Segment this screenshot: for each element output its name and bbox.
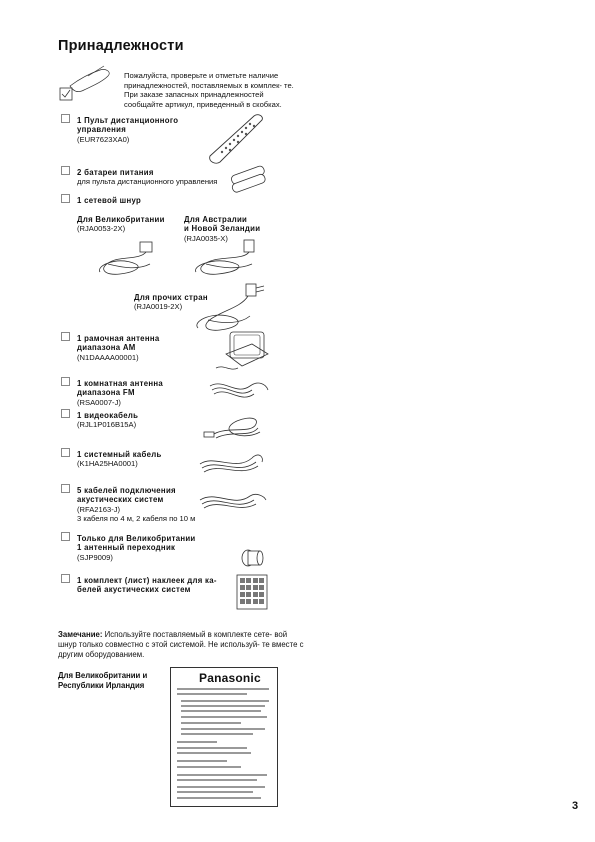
cord-uk-code: (RJA0053-2X)	[77, 224, 126, 234]
checkbox-mains-cord[interactable]	[61, 194, 70, 203]
cord-other-code: (RJA0019-2X)	[134, 302, 183, 312]
item-title: 1 комнатная антенна	[77, 379, 164, 388]
item-title: белей акустических систем	[77, 585, 191, 595]
item-title: 1 рамочная антенна	[77, 334, 160, 343]
video-cable-illustration	[200, 408, 268, 446]
item-title: 5 кабелей подключения	[77, 486, 176, 495]
item-stickers	[77, 576, 217, 595]
item-title: акустических систем	[77, 495, 164, 505]
checkbox-antenna-adaptor[interactable]	[61, 532, 70, 541]
cord-au-label: Для Австралии	[184, 215, 248, 224]
page-title: Принадлежности	[58, 38, 184, 54]
item-remote	[77, 116, 178, 144]
system-cable-illustration	[196, 446, 268, 476]
intro-text: Пожалуйста, проверьте и отметьте наличие принадлежностей, поставляемых в комплек- те. При заказе запасных принадлежностей сообщайте артикул, приведенный в скобках.	[124, 71, 294, 109]
item-batteries	[77, 168, 217, 187]
item-title: Только для Великобритании	[77, 534, 196, 543]
sticker-sheet-illustration	[236, 574, 268, 610]
hand-checkmark-illustration	[58, 66, 118, 106]
cord-au-label: и Новой Зеландии	[184, 224, 261, 234]
item-video-cable	[77, 411, 138, 430]
item-code: (N1DAAAA00001)	[77, 352, 139, 362]
cord-other-label: Для прочих стран	[134, 293, 208, 302]
checkbox-stickers[interactable]	[61, 574, 70, 583]
item-title: 1 Пульт дистанционного	[77, 116, 179, 125]
item-title: управления	[77, 125, 127, 135]
uk-ireland-heading	[58, 671, 168, 690]
au-cord-illustration	[186, 238, 266, 278]
note-label: Замечание:	[58, 630, 103, 639]
item-code: (SJP9009)	[77, 552, 113, 562]
guarantee-card	[170, 667, 278, 807]
note-text: Используйте поставляемый в комплекте сете- вой шнур только совместно с этой системой. Не используй- те вместе с другим оборудованием.	[58, 630, 304, 659]
other-cord-illustration	[186, 282, 270, 336]
batteries-illustration	[228, 164, 272, 192]
checkbox-remote[interactable]	[61, 114, 70, 123]
item-speaker-cables	[77, 486, 195, 524]
item-code: (RFA2163-J)	[77, 504, 121, 514]
panasonic-logo: Panasonic	[199, 671, 261, 685]
uk-cord-illustration	[90, 238, 160, 278]
item-code: (RSA0007-J)	[77, 397, 121, 407]
fm-antenna-illustration	[206, 374, 272, 404]
cord-uk	[77, 215, 165, 234]
item-code: (EUR7623XA0)	[77, 134, 130, 144]
antenna-adaptor-illustration	[240, 548, 266, 568]
item-mains-cord	[77, 196, 141, 205]
checkbox-system-cable[interactable]	[61, 448, 70, 457]
checkbox-video-cable[interactable]	[61, 409, 70, 418]
item-title: 1 видеокабель	[77, 411, 139, 420]
item-title: 1 системный кабель	[77, 450, 162, 459]
item-desc: для пульта дистанционного управления	[77, 177, 218, 187]
am-loop-antenna-illustration	[212, 330, 272, 376]
item-system-cable	[77, 450, 162, 469]
cord-au-code: (RJA0035-X)	[184, 233, 228, 243]
item-title: 1 антенный переходник	[77, 543, 176, 553]
item-am-antenna	[77, 334, 159, 362]
item-title: диапазона AM	[77, 343, 136, 353]
item-antenna-adaptor	[77, 534, 196, 562]
item-title: 1 комплект (лист) наклеек для ка-	[77, 576, 217, 585]
page-number: 3	[572, 800, 579, 812]
checkbox-fm-antenna[interactable]	[61, 377, 70, 386]
checkbox-batteries[interactable]	[61, 166, 70, 175]
cord-uk-label: Для Великобритании	[77, 215, 165, 224]
item-title: диапазона FM	[77, 388, 135, 398]
item-title: 1 сетевой шнур	[77, 196, 142, 205]
uk-ireland-line2: Республики Ирландия	[58, 680, 145, 690]
note-paragraph	[58, 630, 304, 659]
remote-control-illustration	[206, 112, 268, 164]
checkbox-am-antenna[interactable]	[61, 332, 70, 341]
uk-ireland-line1: Для Великобритании и	[58, 671, 148, 680]
item-desc: 3 кабеля по 4 м, 2 кабеля по 10 м	[77, 514, 196, 524]
checkbox-speaker-cables[interactable]	[61, 484, 70, 493]
item-code: (RJL1P016B15A)	[77, 420, 137, 430]
item-title: 2 батареи питания	[77, 168, 154, 177]
speaker-cables-illustration	[196, 484, 270, 514]
item-fm-antenna	[77, 379, 163, 407]
item-code: (K1HA25HA0001)	[77, 459, 138, 469]
